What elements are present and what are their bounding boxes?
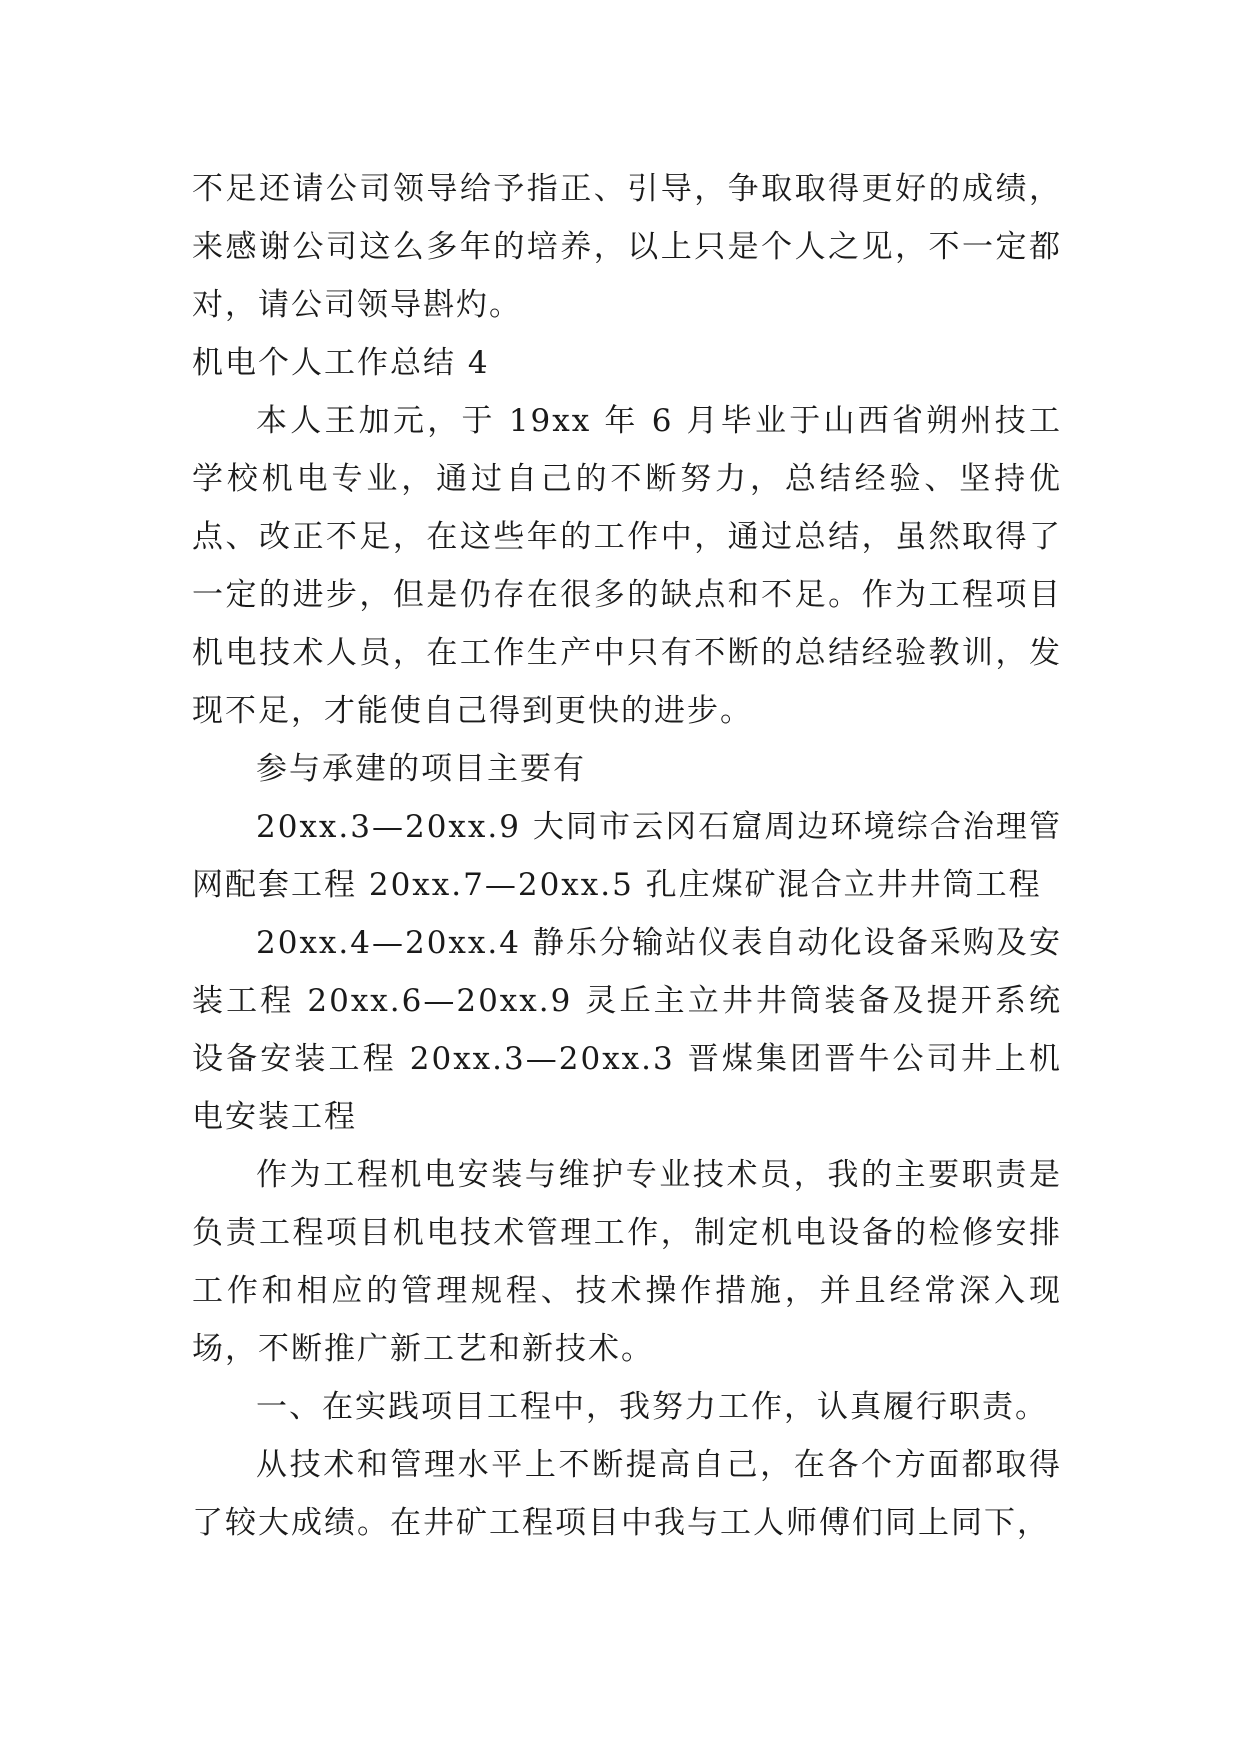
paragraph-continuation: 不足还请公司领导给予指正、引导，争取取得更好的成绩，来感谢公司这么多年的培养，以上只是个人之见，不一定都对，请公司领导斟灼。 bbox=[192, 171, 1062, 323]
paragraph-improvement: 从技术和管理水平上不断提高自己，在各个方面都取得了较大成绩。在井矿工程项目中我与工人师傅们同上同下， bbox=[192, 1447, 1062, 1541]
paragraph-section-one: 一、在实践项目工程中，我努力工作，认真履行职责。 bbox=[256, 1389, 1048, 1425]
paragraph-intro: 本人王加元，于 19xx 年 6 月毕业于山西省朔州技工学校机电专业，通过自己的不断努力，总结经验、坚持优点、改正不足，在这些年的工作中，通过总结，虽然取得了一定的进步，但是仍存在很多的缺点和不足。作为工程项目机电技术人员，在工作生产中只有不断的总结经验教训，发现不足，才能使自己得到更快的进步。 bbox=[192, 403, 1062, 729]
paragraph-project-list-1: 20xx.3—20xx.9 大同市云冈石窟周边环境综合治理管网配套工程 20xx.7—20xx.5 孔庄煤矿混合立井井筒工程 bbox=[192, 809, 1062, 903]
section-heading: 机电个人工作总结 4 bbox=[192, 345, 490, 381]
paragraph-responsibilities: 作为工程机电安装与维护专业技术员，我的主要职责是负责工程项目机电技术管理工作，制定机电设备的检修安排工作和相应的管理规程、技术操作措施，并且经常深入现场，不断推广新工艺和新技术。 bbox=[192, 1157, 1062, 1367]
document-body bbox=[192, 160, 1062, 1552]
paragraph-projects-label: 参与承建的项目主要有 bbox=[256, 751, 586, 787]
paragraph-project-list-2: 20xx.4—20xx.4 静乐分输站仪表自动化设备采购及安装工程 20xx.6—20xx.9 灵丘主立井井筒装备及提开系统设备安装工程 20xx.3—20xx.3 晋煤集团晋牛公司井上机电安装工程 bbox=[192, 925, 1062, 1135]
